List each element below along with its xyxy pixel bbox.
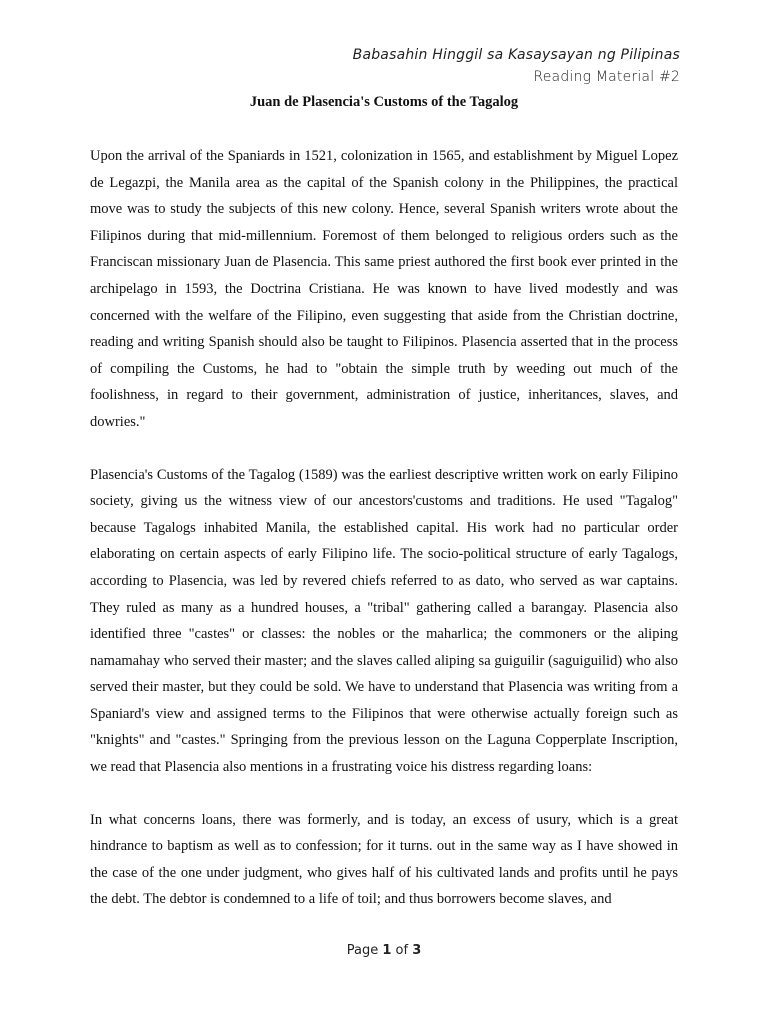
footer-page-total: 3 <box>412 943 422 958</box>
header-course-title: Babasahin Hinggil sa Kasaysayan ng Pilipinas <box>352 47 680 63</box>
paragraph-1: Upon the arrival of the Spaniards in 1521, colonization in 1565, and establishment by Miguel Lopez de Legazpi, the Manila area as the capital of the Spanish colony in the Philippines, the practical move was to study the subjects of this new colony. Hence, several Spanish writers wrote about the Filipinos during that mid-millennium. Foremost of them belonged to religious orders such as the Franciscan missionary Juan de Plasencia. This same priest authored the first book ever printed in the archipelago in 1593, the Doctrina Cristiana. He was known to have lived modestly and was concerned with the welfare of the Filipino, even suggesting that aside from the Christian doctrine, reading and writing Spanish should also be taught to Filipinos. Plasencia asserted that in the process of compiling the Customs, he had to "obtain the simple truth by weeding out much of the foolishness, in regard to their government, administration of justice, inheritances, slaves, and dowries." <box>90 148 678 430</box>
footer-of-label: of <box>395 943 409 958</box>
document-body <box>90 143 678 913</box>
document-title: Juan de Plasencia's Customs of the Tagalog <box>249 94 519 110</box>
page-header <box>353 44 680 88</box>
page-footer <box>0 943 768 958</box>
footer-page-label: Page <box>346 943 379 958</box>
footer-page-current: 1 <box>382 943 392 958</box>
paragraph-2: Plasencia's Customs of the Tagalog (1589) was the earliest descriptive written work on early Filipino society, giving us the witness view of our ancestors'customs and traditions. He used "Tagalog" because Tagalogs inhabited Manila, the established capital. His work had no particular order elaborating on certain aspects of early Filipino life. The socio-political structure of early Tagalogs, according to Plasencia, was led by revered chiefs referred to as dato, who served as war captains. They ruled as many as a hundred houses, a "tribal" gathering called a barangay. Plasencia also identified three "castes" or classes: the nobles or the maharlica; the commoners or the aliping namamahay who served their master; and the slaves called aliping sa guiguilir (saguiguilid) who also served their master, but they could be sold. We have to understand that Plasencia was writing from a Spaniard's view and assigned terms to the Filipinos that were otherwise actually foreign such as "knights" and "castes." Springing from the previous lesson on the Laguna Copperplate Inscription, we read that Plasencia also mentions in a frustrating voice his distress regarding loans: <box>90 466 678 776</box>
header-reading-material: Reading Material #2 <box>533 69 680 85</box>
paragraph-3: In what concerns loans, there was formerly, and is today, an excess of usury, which is a great hindrance to baptism as well as to confession; for it turns. out in the same way as I have showed in the case of the one under judgment, who gives half of his cultivated lands and profits until he pays the debt. The debtor is condemned to a life of toil; and thus borrowers become slaves, and <box>90 811 678 908</box>
